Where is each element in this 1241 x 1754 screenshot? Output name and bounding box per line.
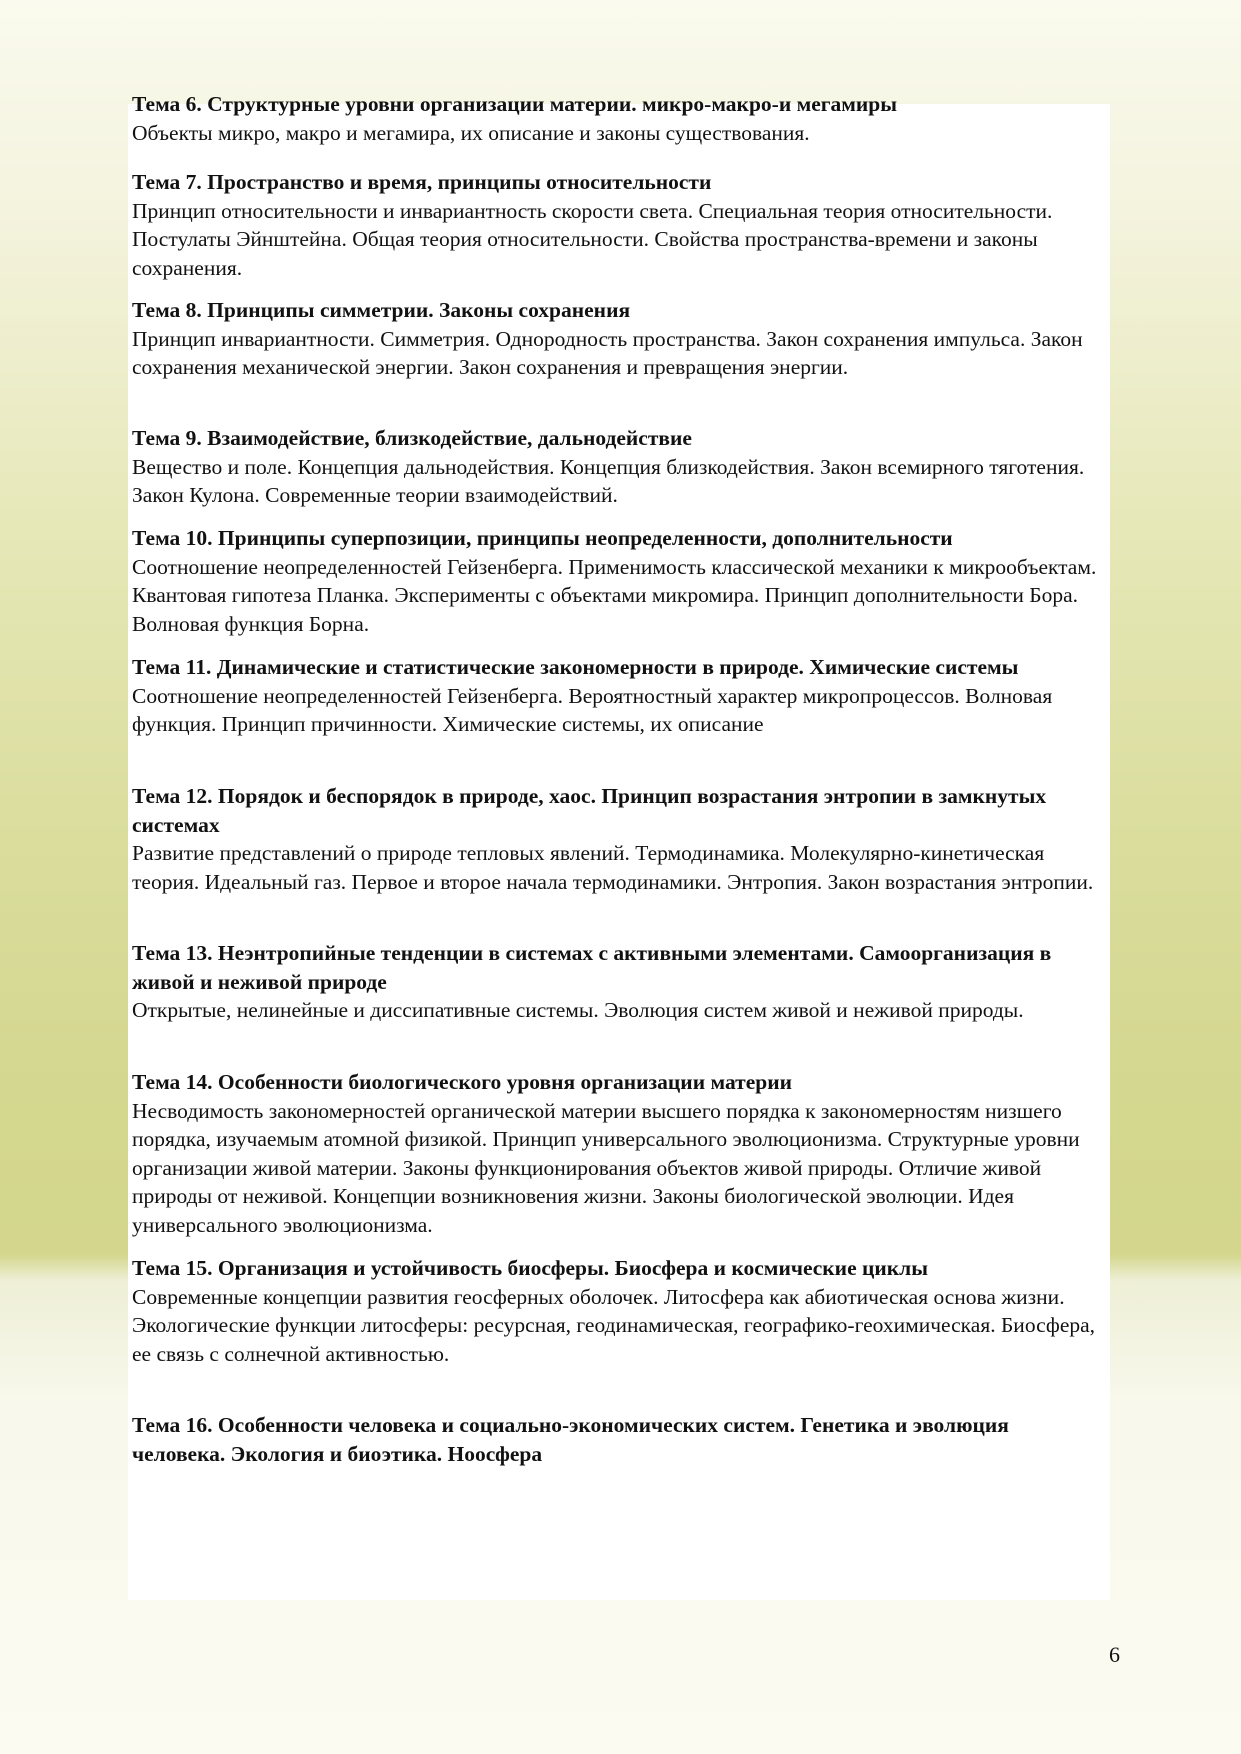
topic-title: Тема 8. Принципы симметрии. Законы сохранения — [132, 298, 631, 322]
topic-12 — [132, 782, 1106, 896]
topic-title: Тема 11. Динамические и статистические закономерности в природе. Химические системы — [132, 655, 1019, 679]
topic-title: Тема 16. Особенности человека и социально-экономических систем. Генетика и эволюция человека. Экология и биоэтика. Ноосфера — [132, 1413, 1009, 1466]
topic-title: Тема 6. Структурные уровни организации материи. микро-макро-и мегамиры — [132, 92, 898, 116]
topic-description: Развитие представлений о природе тепловых явлений. Термодинамика. Молекулярно-кинетическая теория. Идеальный газ. Первое и второе начала термодинамики. Энтропия. Закон возрастания энтропии. — [132, 841, 1094, 894]
topic-title: Тема 10. Принципы суперпозиции, принципы неопределенности, дополнительности — [132, 526, 953, 550]
topic-6 — [132, 90, 1106, 147]
topic-title: Тема 7. Пространство и время, принципы относительности — [132, 170, 712, 194]
page-content — [128, 92, 1110, 1600]
topic-title: Тема 9. Взаимодействие, близкодействие, дальнодействие — [132, 426, 692, 450]
topic-title: Тема 12. Порядок и беспорядок в природе, хаос. Принцип возрастания энтропии в замкнутых системах — [132, 784, 1047, 837]
topic-description: Принцип инвариантности. Симметрия. Однородность пространства. Закон сохранения импульса. Закон сохранения механической энергии. Закон сохранения и превращения энергии. — [132, 326, 1083, 379]
topic-description: Несводимость закономерностей органической материи высшего порядка к закономерностям низшего порядка, изучаемым атомной физикой. Принцип универсального эволюционизма. Структурные уровни организации живой материи. Законы функционирования объектов живой природы. Отличие живой природы от неживой. Концепции возникновения жизни. Законы биологической эволюции. Идея универсального эволюционизма. — [132, 1098, 1080, 1237]
topic-description: Принцип относительности и инвариантность скорости света. Специальная теория относительности. Постулаты Эйнштейна. Общая теория относительности. Свойства пространства-времени и законы сохранения. — [132, 198, 1053, 280]
topic-title: Тема 13. Неэнтропийные тенденции в системах с активными элементами. Самоорганизация в живой и неживой природе — [132, 941, 1052, 994]
topic-15 — [132, 1254, 1106, 1368]
topic-8 — [132, 296, 1106, 382]
topic-title: Тема 15. Организация и устойчивость биосферы. Биосфера и космические циклы — [132, 1256, 929, 1280]
topic-7 — [132, 168, 1106, 282]
topic-14 — [132, 1068, 1106, 1239]
page-number: 6 — [1109, 1642, 1120, 1667]
topic-description: Современные концепции развития геосферных оболочек. Литосфера как абиотическая основа жизни. Экологические функции литосферы: ресурсная, геодинамическая, географико-геохимическая. Биосфера, ее связь с солнечной активностью. — [132, 1284, 1096, 1366]
topic-description: Соотношение неопределенностей Гейзенберга. Применимость классической механики к микрообъектам. Квантовая гипотеза Планка. Эксперименты с объектами микромира. Принцип дополнительности Бора. Волновая функция Борна. — [132, 554, 1097, 636]
topic-description: Объекты микро, макро и мегамира, их описание и законы существования. — [132, 120, 810, 145]
topic-13 — [132, 939, 1106, 1025]
topic-description: Вещество и поле. Концепция дальнодействия. Концепция близкодействия. Закон всемирного тяготения. Закон Кулона. Современные теории взаимодействий. — [132, 454, 1085, 507]
topic-title: Тема 14. Особенности биологического уровня организации материи — [132, 1070, 792, 1094]
topic-10 — [132, 524, 1106, 638]
topic-16 — [132, 1411, 1106, 1468]
topic-11 — [132, 653, 1106, 739]
topic-description: Открытые, нелинейные и диссипативные системы. Эволюция систем живой и неживой природы. — [132, 998, 1024, 1022]
topic-9 — [132, 424, 1106, 510]
topic-description: Соотношение неопределенностей Гейзенберга. Вероятностный характер микропроцессов. Волновая функция. Принцип причинности. Химические системы, их описание — [132, 683, 1053, 736]
